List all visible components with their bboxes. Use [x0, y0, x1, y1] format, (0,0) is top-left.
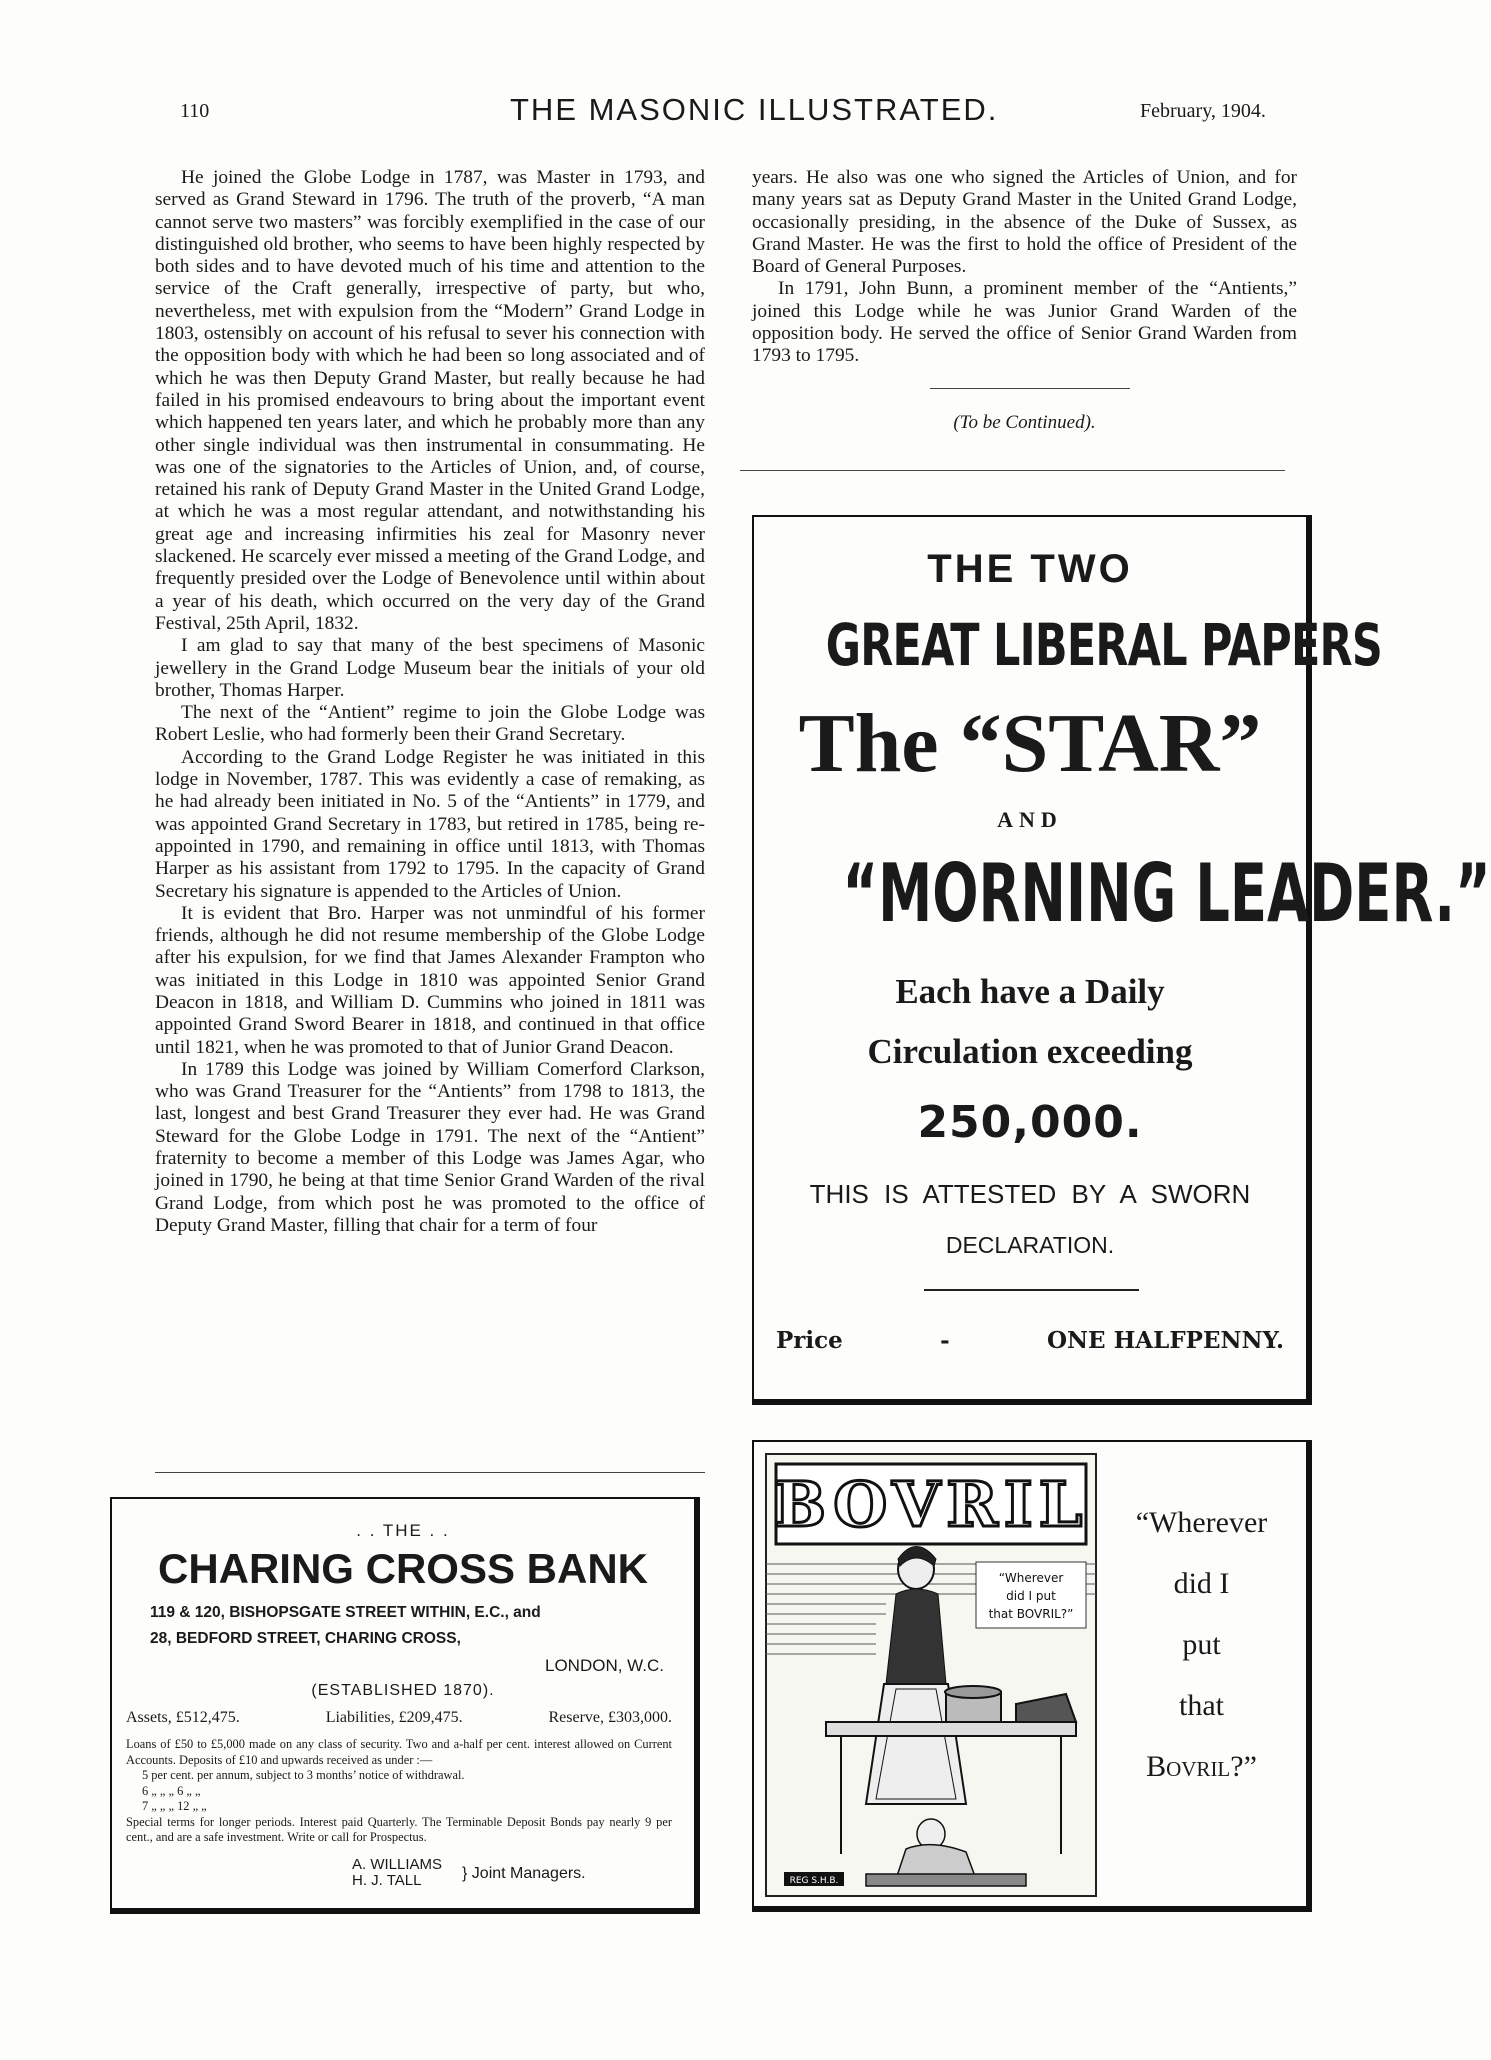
- bank-terms-text: Special terms for longer periods. Interest paid Quarterly. The Terminable Deposit Bonds pay nearly 9 per cent., and are a safe investment. Write or call for Prospectus.: [126, 1814, 672, 1844]
- bank-address-line: 28, BEDFORD STREET, CHARING CROSS,: [150, 1630, 461, 1647]
- publication-title: THE MASONIC ILLUSTRATED.: [510, 92, 999, 127]
- ad-line-morning-leader: “MORNING LEADER.”: [842, 847, 1491, 940]
- price-dash: -: [940, 1327, 950, 1354]
- bank-assets: Assets, £512,475.: [126, 1709, 240, 1726]
- ad-line-the-two: THE TWO: [927, 547, 1133, 591]
- article-right-column: [752, 167, 1297, 368]
- bank-rate: 5 per cent. per annum, subject to 3 months’ notice of withdrawal.: [142, 1768, 465, 1782]
- page-number: 110: [180, 100, 210, 122]
- bank-reserve: Reserve, £303,000.: [548, 1709, 672, 1726]
- bovril-logo: [774, 1464, 1089, 1544]
- bank-address-line: 119 & 120, BISHOPSGATE STREET WITHIN, E.C., and: [150, 1604, 541, 1621]
- article-paragraph: years. He also was one who signed the Articles of Union, and for many years sat as Deputy Grand Master in the United Grand Lodge, occasionally presiding, in the absence of the Duke of Sussex, as Grand Master. He was the first to hold the office of President of the Board of General Purposes.: [752, 167, 1297, 278]
- article-paragraph: It is evident that Bro. Harper was not unmindful of his former friends, although he did not resume membership of the Globe Lodge after his expulsion, for we find that James Alexander Frampton who was initiated in this Lodge in 1810 was appointed Senior Grand Deacon in 1818, and William D. Cummins who joined in 1811 was appointed Grand Sword Bearer in 1818, and continued in that office until 1821, when he was promoted to that of Junior Grand Deacon.: [155, 902, 705, 1058]
- bank-liabilities: Liabilities, £209,475.: [325, 1709, 463, 1726]
- manager-name: H. J. TALL: [352, 1872, 422, 1889]
- speech-caption: [976, 1562, 1086, 1628]
- quote-line: “Wherever: [1135, 1506, 1268, 1539]
- price-label: Price: [776, 1327, 843, 1354]
- speech-line: that BOVRIL?”: [988, 1607, 1074, 1621]
- short-rule: [930, 388, 1130, 389]
- ad-line-great-liberal-papers: GREAT LIBERAL PAPERS: [825, 611, 1383, 679]
- bovril-illustration: [766, 1454, 1096, 1896]
- ad-line-the-star: The “STAR”: [798, 697, 1262, 790]
- manager-name: A. WILLIAMS: [352, 1856, 443, 1873]
- article-paragraph: In 1789 this Lodge was joined by William Comerford Clarkson, who was Grand Treasurer for the “Antients” from 1798 to 1813, the last, longest and best Grand Treasurer they ever had. He was Grand Steward for the Globe Lodge in 1791. The next of the “Antient” fraternity to become a member of this Lodge was James Agar, who joined in 1790, he being at that time Senior Grand Warden of the rival Grand Lodge, from which post he was promoted to the office of Deputy Grand Master, filling that chair for a term of four: [155, 1058, 705, 1236]
- bank-address-line: LONDON, W.C.: [544, 1656, 664, 1675]
- bank-terms: [126, 1737, 672, 1846]
- bank-rate: 7 „ „ „ 12 „ „: [142, 1799, 207, 1813]
- bovril-logo-text: BOVRIL: [773, 1468, 1089, 1541]
- price-value: ONE HALFPENNY.: [1046, 1327, 1284, 1354]
- bank-rate: 6 „ „ „ 6 „ „: [142, 1783, 201, 1798]
- speech-line: “Wherever: [998, 1571, 1064, 1585]
- liberal-papers-advertisement: [752, 515, 1491, 1405]
- to-be-continued: (To be Continued).: [953, 412, 1096, 433]
- bank-financials: [126, 1709, 672, 1727]
- speech-line: did I put: [1006, 1589, 1056, 1603]
- bovril-advertisement: [752, 1440, 1312, 1912]
- column-divider: [740, 470, 1285, 471]
- ad-line-attested: THIS IS ATTESTED BY A SWORN: [809, 1179, 1251, 1209]
- quote-line: Bovril?”: [1146, 1750, 1257, 1783]
- artist-mark: REG S.H.B.: [789, 1876, 839, 1886]
- managers-title: } Joint Managers.: [462, 1865, 586, 1882]
- issue-date: February, 1904.: [1140, 100, 1266, 122]
- ad-line-circulation-figure: 250,000.: [917, 1097, 1143, 1148]
- bank-terms-text: Loans of £50 to £5,000 made on any class of security. Two and a-half per cent. interest allowed on Current Accounts. Deposits of £10 and upwards received as under :—: [126, 1737, 672, 1767]
- article-paragraph: The next of the “Antient” regime to join the Globe Lodge was Robert Leslie, who had formerly been their Grand Secretary.: [155, 702, 705, 746]
- bank-established: (ESTABLISHED 1870).: [311, 1682, 495, 1699]
- quote-line: put: [1182, 1628, 1221, 1661]
- article-paragraph: According to the Grand Lodge Register he was initiated in this lodge in November, 1787. This was evidently a case of remaking, as he had already been initiated in No. 5 of the “Antients” in 1779, and was appointed Grand Secretary in 1783, but retired in 1785, being re-appointed in 1790, and remaining in office until 1813, with Thomas Harper as his assistant from 1792 to 1795. In the capacity of Grand Secretary his signature is appended to the Articles of Union.: [155, 746, 705, 902]
- ad-divider: [924, 1289, 1139, 1291]
- bovril-quote: [1109, 1492, 1294, 1797]
- ad-price-row: [776, 1327, 1284, 1354]
- bank-the: . . THE . .: [356, 1521, 450, 1540]
- ad-line-and: AND: [997, 807, 1063, 832]
- ad-line-declaration: DECLARATION.: [945, 1232, 1115, 1258]
- ad-line-daily: Each have a Daily: [895, 972, 1165, 1011]
- column-divider: [155, 1472, 705, 1473]
- bank-name: CHARING CROSS BANK: [157, 1545, 648, 1592]
- quote-line: did I: [1173, 1567, 1230, 1600]
- quote-line: that: [1179, 1689, 1224, 1722]
- article-paragraph: I am glad to say that many of the best specimens of Masonic jewellery in the Grand Lodge Museum bear the initials of your old brother, Thomas Harper.: [155, 635, 705, 701]
- article-paragraph: In 1791, John Bunn, a prominent member of the “Antients,” joined this Lodge while he was Junior Grand Warden of the opposition body. He served the office of Senior Grand Warden from 1793 to 1795.: [752, 278, 1297, 367]
- article-paragraph: He joined the Globe Lodge in 1787, was Master in 1793, and served as Grand Steward in 1796. The truth of the proverb, “A man cannot serve two masters” was forcibly exemplified in the case of our distinguished old brother, who seems to have been highly respected by both sides and to have devoted much of his time and attention to the service of the Craft generally, irrespective of party, but who, nevertheless, met with expulsion from the “Modern” Grand Lodge in 1803, ostensibly on account of his refusal to sever his connection with the opposition body with which he had been so long associated and of which he was then Deputy Grand Master, but really because he had failed in his promised endeavours to bring about the important event which happened ten years later, and which he probably more than any other single individual was then instrumental in consummating. He was one of the signatories to the Articles of Union, and, of course, retained his rank of Deputy Grand Master in the United Grand Lodge, at which he was a most regular attendant, and notwithstanding his great age and increasing infirmities his zeal for Masonry never slackened. He scarcely ever missed a meeting of the Grand Lodge, and frequently presided over the Lodge of Benevolence until within about a year of his death, which occurred on the very day of the Grand Festival, 25th April, 1832.: [155, 167, 705, 634]
- article-left-column: [155, 167, 705, 1237]
- charing-cross-bank-advertisement: [110, 1497, 700, 1914]
- ad-line-circulation: Circulation exceeding: [867, 1032, 1193, 1071]
- bank-managers: [352, 1857, 442, 1889]
